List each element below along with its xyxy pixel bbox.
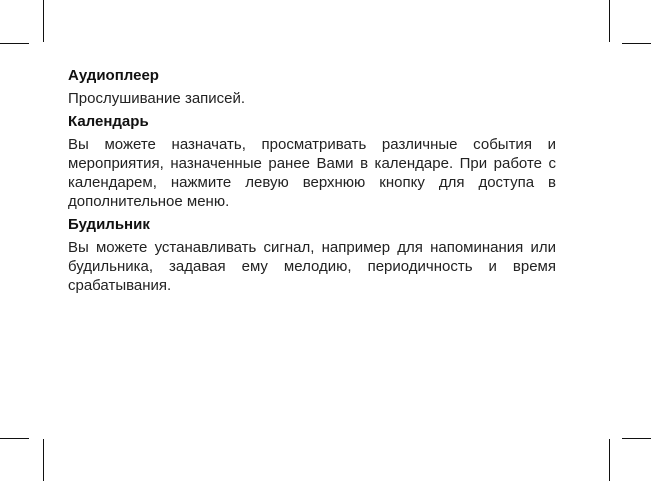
section-text: Вы можете назначать, просматривать различные события и мероприятия, назначенные ранее Вами в календаре. При работе с календарем, нажмите левую верхнюю кнопку для доступа в дополнительное меню. [68,136,556,210]
section-title: Календарь [68,113,149,130]
crop-mark-bottom-left-vertical [43,439,44,481]
section-calendar [68,112,556,211]
crop-mark-top-left-vertical [43,0,44,42]
crop-mark-bottom-right-horizontal [622,438,651,439]
section-title: Будильник [68,216,150,233]
section-audio-player [68,66,556,108]
crop-mark-top-right-horizontal [622,43,651,44]
crop-mark-top-left-horizontal [0,43,29,44]
section-text: Прослушивание записей. [68,90,246,107]
crop-mark-bottom-left-horizontal [0,438,29,439]
crop-mark-bottom-right-vertical [609,439,610,481]
document-body [68,66,556,299]
section-text: Вы можете устанавливать сигнал, например для напоминания или будильника, задавая ему мелодию, периодичность и время срабатывания. [68,239,556,294]
section-alarm-clock [68,215,556,295]
section-title: Аудиоплеер [68,67,159,84]
crop-mark-top-right-vertical [609,0,610,42]
